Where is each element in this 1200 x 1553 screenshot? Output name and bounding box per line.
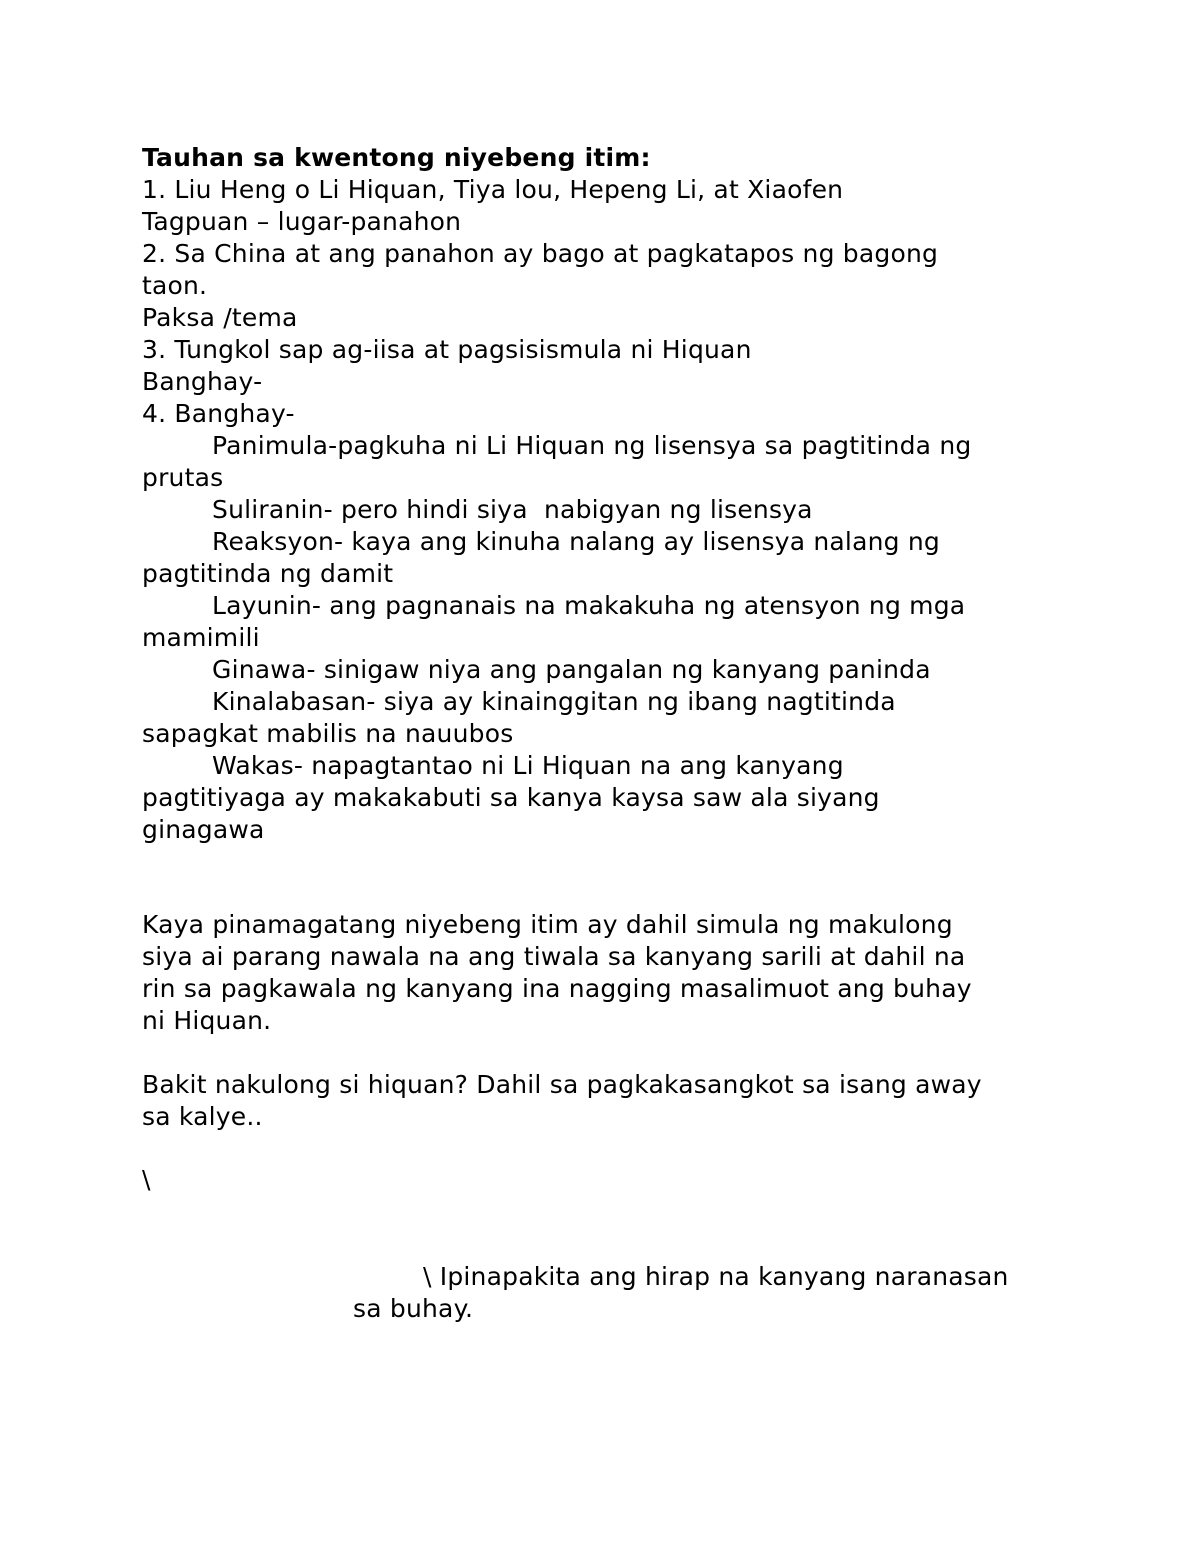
text-line: Suliranin- pero hindi siya nabigyan ng lisensya (212, 495, 813, 524)
text-line: pagtitinda ng damit (142, 559, 394, 588)
text-line: 4. Banghay- (142, 399, 295, 428)
text-line: 3. Tungkol sap ag-iisa at pagsisismula ni Hiquan (142, 335, 752, 364)
text-line: pagtitiyaga ay makakabuti sa kanya kaysa saw ala siyang (142, 783, 880, 812)
text-line: mamimili (142, 623, 260, 652)
text-line: Layunin- ang pagnanais na makakuha ng atensyon ng mga (212, 591, 966, 620)
closing-line: sa buhay. (353, 1294, 474, 1323)
paragraph-line: Bakit nakulong si hiquan? Dahil sa pagkakasangkot sa isang away (142, 1070, 982, 1099)
text-line: prutas (142, 463, 224, 492)
text-line: Wakas- napagtantao ni Li Hiquan na ang kanyang (212, 751, 844, 780)
paragraph-line: siya ai parang nawala na ang tiwala sa kanyang sarili at dahil na (142, 942, 966, 971)
text-line: Reaksyon- kaya ang kinuha nalang ay lisensya nalang ng (212, 527, 940, 556)
paragraph-line: rin sa pagkawala ng kanyang ina nagging masalimuot ang buhay (142, 974, 972, 1003)
closing-line: \ Ipinapakita ang hirap na kanyang naranasan (423, 1262, 1009, 1291)
document-heading: Tauhan sa kwentong niyebeng itim: (142, 143, 651, 172)
text-line: Tagpuan – lugar-panahon (142, 207, 462, 236)
text-line: sapagkat mabilis na nauubos (142, 719, 514, 748)
backslash-line: \ (142, 1165, 151, 1194)
paragraph-line: sa kalye.. (142, 1102, 263, 1131)
text-line: 2. Sa China at ang panahon ay bago at pagkatapos ng bagong (142, 239, 939, 268)
text-line: ginagawa (142, 815, 265, 844)
paragraph-line: ni Hiquan. (142, 1006, 272, 1035)
text-line: 1. Liu Heng o Li Hiquan, Tiya lou, Hepeng Li, at Xiaofen (142, 175, 844, 204)
text-line: Paksa /tema (142, 303, 298, 332)
text-line: Kinalabasan- siya ay kinainggitan ng ibang nagtitinda (212, 687, 896, 716)
text-line: Panimula-pagkuha ni Li Hiquan ng lisensya sa pagtitinda ng (212, 431, 972, 460)
text-line: Ginawa- sinigaw niya ang pangalan ng kanyang paninda (212, 655, 931, 684)
text-line: taon. (142, 271, 208, 300)
text-line: Banghay- (142, 367, 263, 396)
paragraph-line: Kaya pinamagatang niyebeng itim ay dahil simula ng makulong (142, 910, 953, 939)
